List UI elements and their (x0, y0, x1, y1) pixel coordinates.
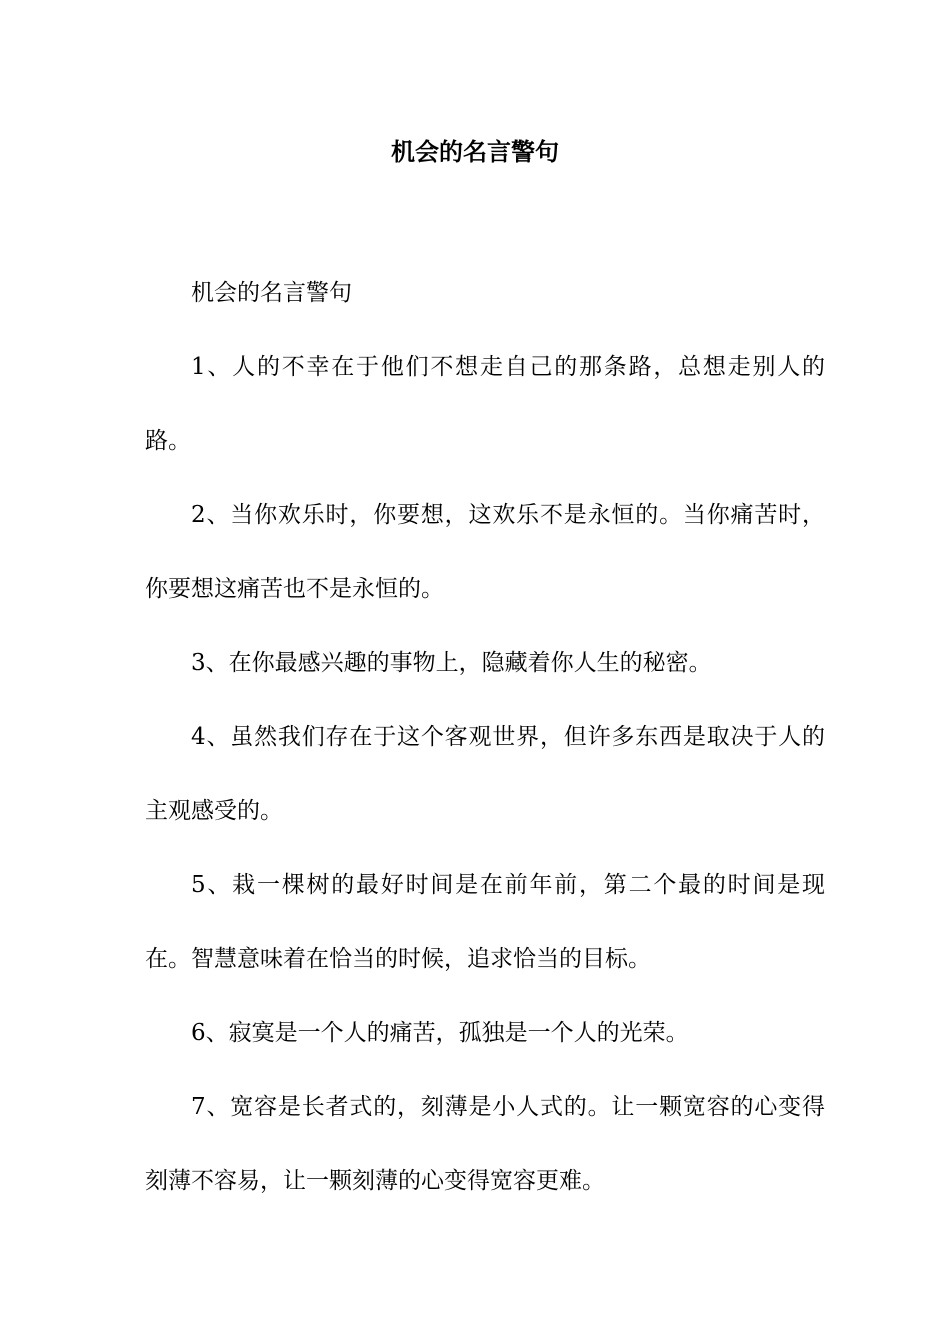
quote-paragraph-6: 6、寂寞是一个人的痛苦，孤独是一个人的光荣。 (191, 1020, 689, 1046)
quote-paragraph-2: 2、当你欢乐时，你要想，这欢乐不是永恒的。当你痛苦时，你要想这痛苦也不是永恒的。 (145, 502, 825, 602)
paragraph-heading: 机会的名言警句 (191, 280, 352, 306)
quote-paragraph-1: 1、人的不幸在于他们不想走自己的那条路，总想走别人的路。 (145, 354, 825, 454)
quote-paragraph-7: 7、宽容是长者式的，刻薄是小人式的。让一颗宽容的心变得刻薄不容易，让一颗刻薄的心变得宽容更难。 (145, 1094, 825, 1194)
document-body (145, 256, 825, 1218)
document-title: 机会的名言警句 (391, 137, 559, 166)
quote-paragraph-3: 3、在你最感兴趣的事物上，隐藏着你人生的秘密。 (191, 650, 712, 676)
quote-paragraph-4: 4、虽然我们存在于这个客观世界，但许多东西是取决于人的主观感受的。 (145, 724, 825, 824)
quote-paragraph-5: 5、栽一棵树的最好时间是在前年前，第二个最的时间是现在。智慧意味着在恰当的时候，追求恰当的目标。 (145, 872, 825, 972)
